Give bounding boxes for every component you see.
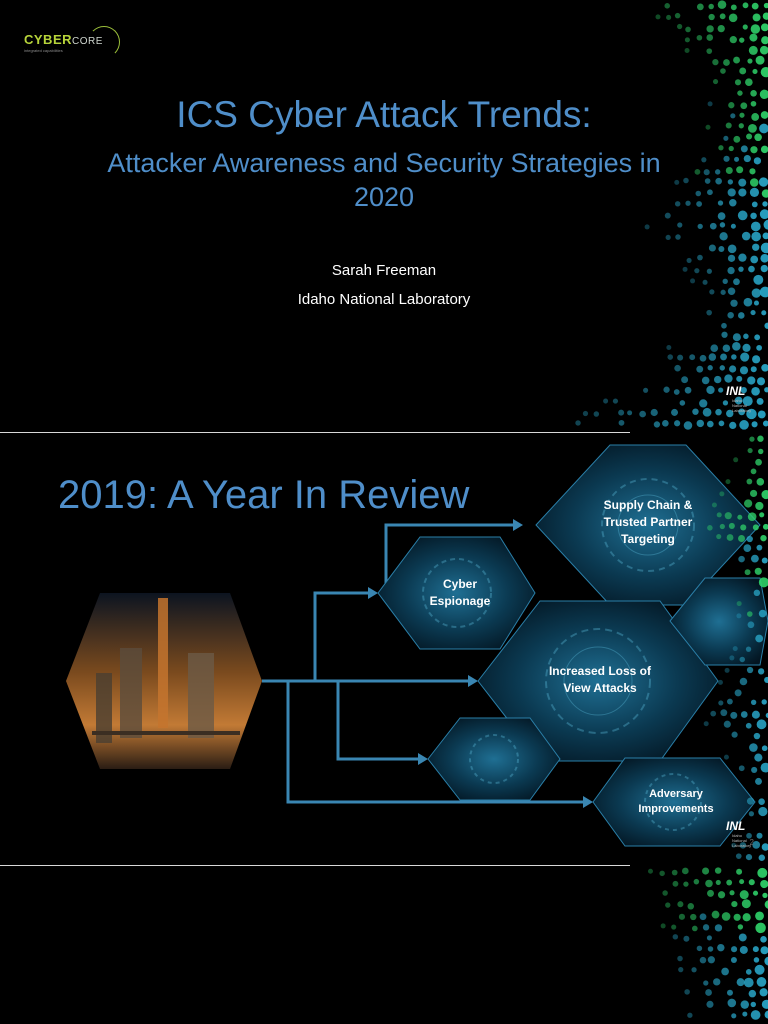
cybercore-logo	[24, 24, 104, 60]
cybercore-logo-text: CYBERCORE	[24, 32, 103, 47]
node-label-adversary: Adversary Improvements	[638, 788, 714, 815]
node-label-cyber-espionage: Cyber Espionage	[429, 577, 491, 608]
inl-logo-mark: INL	[726, 384, 746, 398]
author-name: Sarah Freeman	[331, 262, 437, 279]
slide-subtitle: Attacker Awareness and Security Strategies in 2020	[107, 148, 661, 212]
author-organization: Idaho National Laboratory	[297, 291, 471, 308]
inl-logo-mark: INL	[726, 819, 746, 833]
next-slide-partial	[0, 866, 768, 1024]
slide-title: 2019: A Year In Review	[58, 473, 470, 517]
inl-logo-name: Idaho National Laboratory	[732, 833, 752, 848]
dot-pattern-decoration	[0, 0, 768, 432]
inl-logo	[722, 384, 758, 412]
dot-pattern-decoration	[0, 866, 768, 1024]
review-slide	[0, 433, 768, 865]
node-label-supply-chain: Supply Chain & Trusted Partner Targeting	[603, 498, 693, 546]
cybercore-tagline: integrated capabilities	[24, 48, 63, 53]
inl-logo-name: Idaho National Laboratory	[732, 398, 752, 413]
logo-ring-icon	[88, 26, 120, 58]
title-slide	[0, 0, 768, 432]
node-label-loss-of-view: Increased Loss of View Attacks	[548, 664, 652, 695]
slide-title: ICS Cyber Attack Trends:	[176, 94, 592, 135]
page-number: 2	[749, 838, 754, 847]
